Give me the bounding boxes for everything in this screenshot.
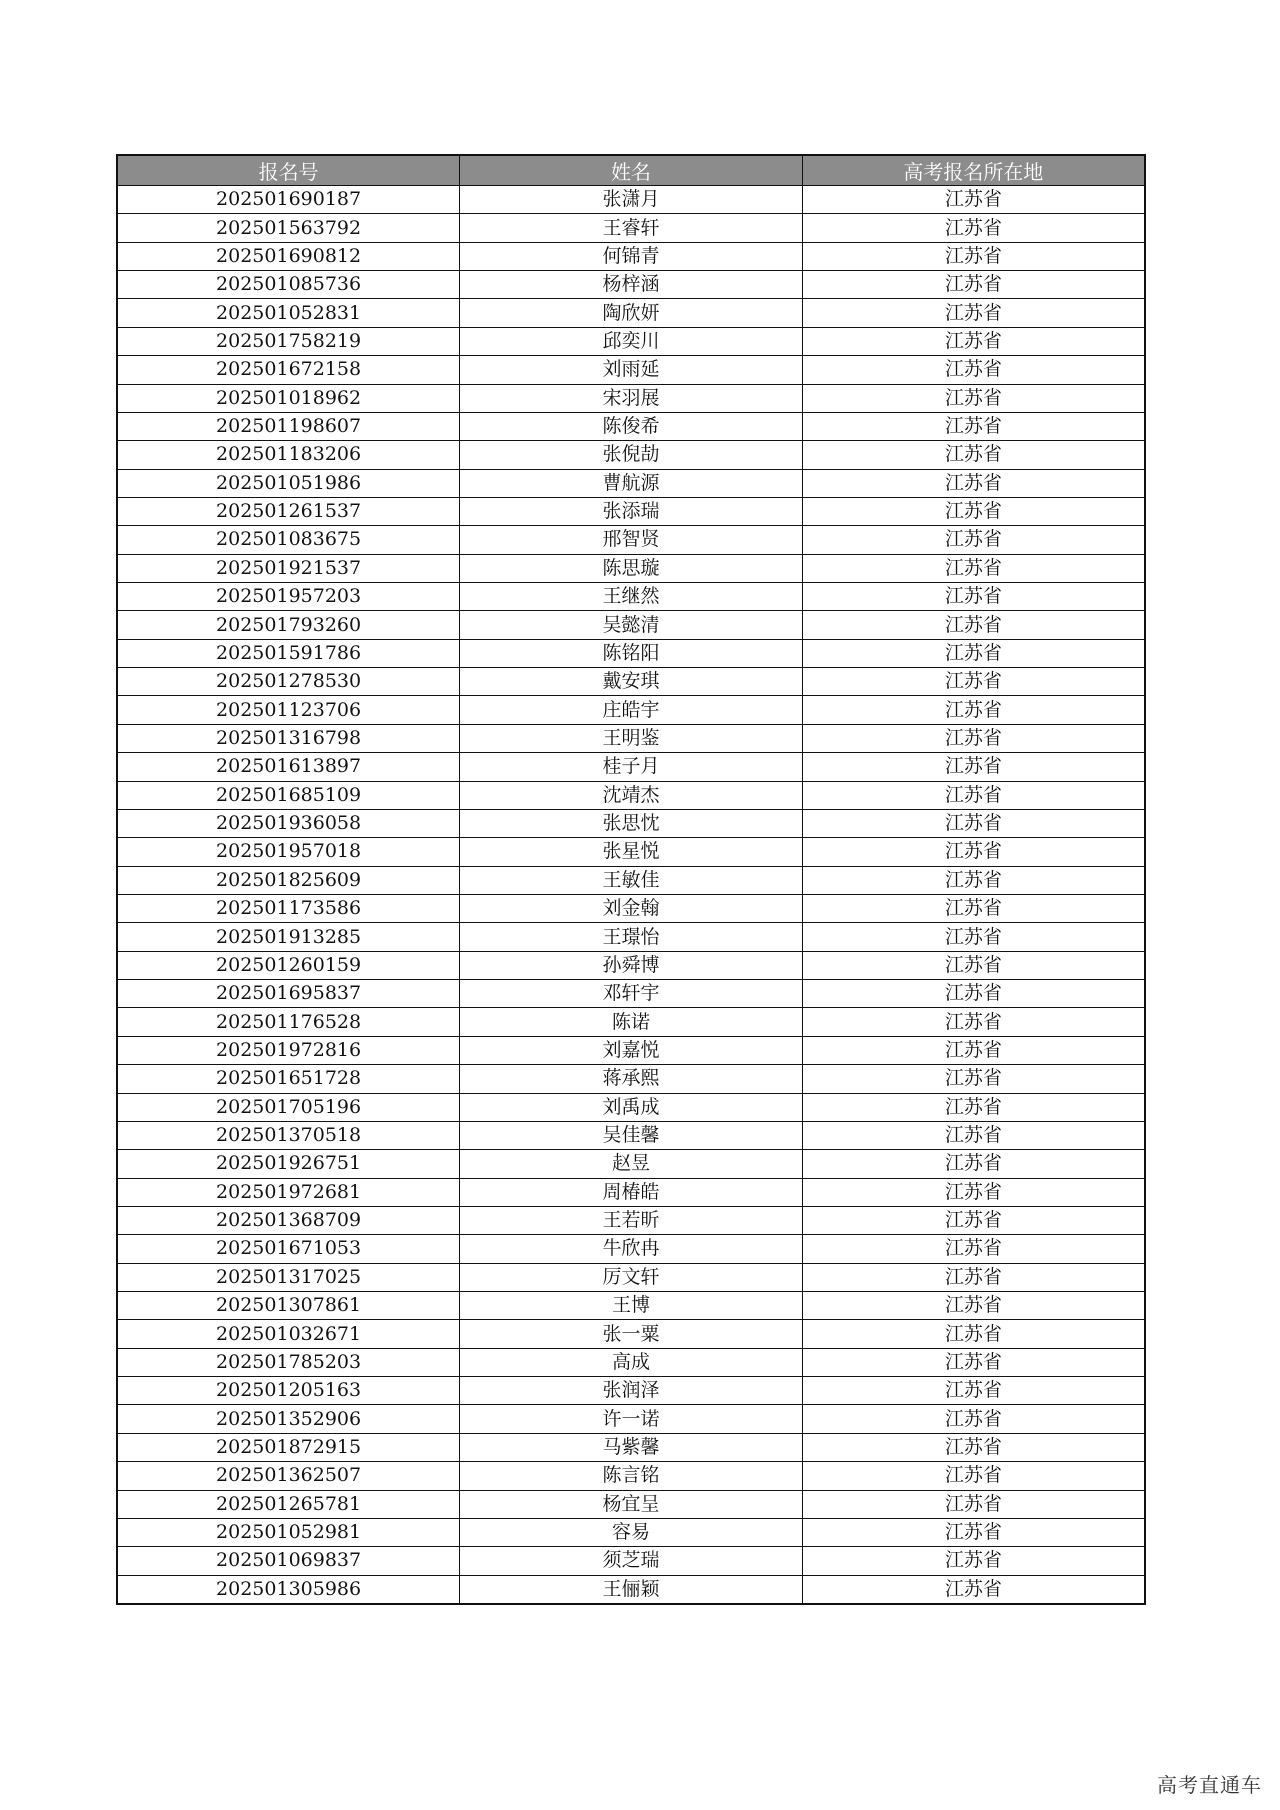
cell-name: 邢智贤 (460, 526, 803, 554)
cell-registration-number: 202501173586 (117, 894, 460, 922)
table-row (117, 526, 1145, 554)
table-row (117, 271, 1145, 299)
table-row (117, 1235, 1145, 1263)
cell-name: 庄皓宇 (460, 696, 803, 724)
table-row (117, 1065, 1145, 1093)
table-row (117, 186, 1145, 214)
cell-registration-number: 202501690187 (117, 186, 460, 214)
cell-registration-number: 202501705196 (117, 1093, 460, 1121)
cell-registration-number: 202501198607 (117, 412, 460, 440)
cell-registration-number: 202501052831 (117, 299, 460, 327)
cell-registration-location: 江苏省 (802, 1575, 1145, 1604)
cell-name: 高成 (460, 1348, 803, 1376)
cell-name: 张倪劼 (460, 441, 803, 469)
cell-registration-number: 202501793260 (117, 611, 460, 639)
cell-registration-location: 江苏省 (802, 1518, 1145, 1546)
cell-registration-number: 202501069837 (117, 1547, 460, 1575)
cell-registration-location: 江苏省 (802, 1292, 1145, 1320)
cell-registration-number: 202501690812 (117, 242, 460, 270)
table-row (117, 611, 1145, 639)
cell-registration-location: 江苏省 (802, 1036, 1145, 1064)
header-name: 姓名 (460, 155, 803, 186)
cell-registration-number: 202501370518 (117, 1121, 460, 1149)
table-row (117, 1150, 1145, 1178)
cell-name: 厉文轩 (460, 1263, 803, 1291)
cell-registration-location: 江苏省 (802, 696, 1145, 724)
table-row (117, 1292, 1145, 1320)
cell-registration-location: 江苏省 (802, 809, 1145, 837)
cell-name: 邱奕川 (460, 327, 803, 355)
cell-registration-number: 202501085736 (117, 271, 460, 299)
cell-name: 王博 (460, 1292, 803, 1320)
cell-registration-number: 202501183206 (117, 441, 460, 469)
cell-registration-location: 江苏省 (802, 1348, 1145, 1376)
cell-registration-number: 202501265781 (117, 1490, 460, 1518)
table-row (117, 1433, 1145, 1461)
cell-name: 王敏佳 (460, 866, 803, 894)
cell-name: 张一粟 (460, 1320, 803, 1348)
cell-registration-location: 江苏省 (802, 1405, 1145, 1433)
cell-registration-location: 江苏省 (802, 611, 1145, 639)
table-row (117, 1377, 1145, 1405)
table-row (117, 242, 1145, 270)
table-row (117, 894, 1145, 922)
table-row (117, 923, 1145, 951)
cell-registration-number: 202501825609 (117, 866, 460, 894)
cell-registration-number: 202501758219 (117, 327, 460, 355)
cell-registration-number: 202501018962 (117, 384, 460, 412)
cell-name: 戴安琪 (460, 668, 803, 696)
table-row (117, 356, 1145, 384)
table-row (117, 1547, 1145, 1575)
cell-name: 赵昱 (460, 1150, 803, 1178)
cell-registration-location: 江苏省 (802, 1235, 1145, 1263)
cell-registration-location: 江苏省 (802, 639, 1145, 667)
table-row (117, 327, 1145, 355)
table-row (117, 1121, 1145, 1149)
cell-registration-number: 202501872915 (117, 1433, 460, 1461)
cell-registration-number: 202501316798 (117, 724, 460, 752)
cell-name: 陈俊希 (460, 412, 803, 440)
cell-name: 蒋承熙 (460, 1065, 803, 1093)
cell-registration-number: 202501278530 (117, 668, 460, 696)
cell-registration-location: 江苏省 (802, 214, 1145, 242)
cell-name: 王若昕 (460, 1206, 803, 1234)
cell-name: 张星悦 (460, 838, 803, 866)
table-row (117, 668, 1145, 696)
cell-name: 曹航源 (460, 469, 803, 497)
cell-registration-location: 江苏省 (802, 1490, 1145, 1518)
cell-registration-location: 江苏省 (802, 1178, 1145, 1206)
table-row (117, 554, 1145, 582)
cell-name: 许一诺 (460, 1405, 803, 1433)
registration-table (116, 154, 1146, 1605)
cell-registration-location: 江苏省 (802, 412, 1145, 440)
cell-name: 张潇月 (460, 186, 803, 214)
cell-registration-location: 江苏省 (802, 951, 1145, 979)
cell-registration-number: 202501913285 (117, 923, 460, 951)
cell-registration-location: 江苏省 (802, 781, 1145, 809)
cell-registration-location: 江苏省 (802, 1263, 1145, 1291)
cell-registration-number: 202501957018 (117, 838, 460, 866)
cell-name: 陈铭阳 (460, 639, 803, 667)
cell-name: 王璟怡 (460, 923, 803, 951)
cell-registration-number: 202501785203 (117, 1348, 460, 1376)
cell-name: 刘金翰 (460, 894, 803, 922)
cell-registration-location: 江苏省 (802, 866, 1145, 894)
table-body (117, 186, 1145, 1604)
cell-name: 刘嘉悦 (460, 1036, 803, 1064)
table-row (117, 639, 1145, 667)
cell-registration-location: 江苏省 (802, 1093, 1145, 1121)
table-row (117, 838, 1145, 866)
cell-name: 何锦青 (460, 242, 803, 270)
cell-name: 陈言铭 (460, 1462, 803, 1490)
table-row (117, 384, 1145, 412)
cell-registration-location: 江苏省 (802, 299, 1145, 327)
header-row (117, 155, 1145, 186)
cell-name: 刘雨延 (460, 356, 803, 384)
cell-registration-number: 202501957203 (117, 583, 460, 611)
table-row (117, 1575, 1145, 1604)
cell-registration-location: 江苏省 (802, 441, 1145, 469)
cell-registration-number: 202501936058 (117, 809, 460, 837)
cell-registration-location: 江苏省 (802, 327, 1145, 355)
cell-registration-location: 江苏省 (802, 242, 1145, 270)
cell-name: 容易 (460, 1518, 803, 1546)
table-row (117, 441, 1145, 469)
header-registration-number: 报名号 (117, 155, 460, 186)
cell-name: 陈诺 (460, 1008, 803, 1036)
table-row (117, 781, 1145, 809)
cell-registration-number: 202501123706 (117, 696, 460, 724)
cell-registration-number: 202501307861 (117, 1292, 460, 1320)
table-row (117, 1490, 1145, 1518)
cell-name: 牛欣冉 (460, 1235, 803, 1263)
table-row (117, 412, 1145, 440)
cell-registration-location: 江苏省 (802, 1462, 1145, 1490)
cell-name: 吴佳馨 (460, 1121, 803, 1149)
table-row (117, 1093, 1145, 1121)
cell-name: 杨宜呈 (460, 1490, 803, 1518)
cell-name: 桂子月 (460, 753, 803, 781)
table-row (117, 583, 1145, 611)
cell-name: 王明鉴 (460, 724, 803, 752)
cell-registration-number: 202501176528 (117, 1008, 460, 1036)
cell-registration-location: 江苏省 (802, 1150, 1145, 1178)
table-row (117, 299, 1145, 327)
cell-registration-number: 202501083675 (117, 526, 460, 554)
table-row (117, 1206, 1145, 1234)
cell-registration-location: 江苏省 (802, 469, 1145, 497)
table-row (117, 809, 1145, 837)
cell-registration-location: 江苏省 (802, 356, 1145, 384)
cell-registration-number: 202501651728 (117, 1065, 460, 1093)
cell-name: 须芝瑞 (460, 1547, 803, 1575)
cell-registration-location: 江苏省 (802, 838, 1145, 866)
cell-name: 马紫馨 (460, 1433, 803, 1461)
cell-registration-location: 江苏省 (802, 526, 1145, 554)
cell-registration-number: 202501591786 (117, 639, 460, 667)
cell-registration-number: 202501671053 (117, 1235, 460, 1263)
cell-registration-location: 江苏省 (802, 668, 1145, 696)
cell-registration-number: 202501368709 (117, 1206, 460, 1234)
cell-registration-number: 202501695837 (117, 980, 460, 1008)
cell-registration-number: 202501260159 (117, 951, 460, 979)
cell-name: 宋羽展 (460, 384, 803, 412)
cell-name: 周椿皓 (460, 1178, 803, 1206)
cell-registration-location: 江苏省 (802, 1206, 1145, 1234)
cell-registration-number: 202501052981 (117, 1518, 460, 1546)
table-row (117, 1462, 1145, 1490)
cell-name: 杨梓涵 (460, 271, 803, 299)
cell-registration-number: 202501051986 (117, 469, 460, 497)
cell-name: 孙舜博 (460, 951, 803, 979)
cell-registration-location: 江苏省 (802, 753, 1145, 781)
table-row (117, 696, 1145, 724)
cell-registration-location: 江苏省 (802, 1008, 1145, 1036)
table-row (117, 866, 1145, 894)
cell-registration-number: 202501205163 (117, 1377, 460, 1405)
table-row (117, 1405, 1145, 1433)
cell-registration-number: 202501972681 (117, 1178, 460, 1206)
cell-name: 王继然 (460, 583, 803, 611)
cell-registration-location: 江苏省 (802, 1547, 1145, 1575)
cell-registration-location: 江苏省 (802, 271, 1145, 299)
table-row (117, 951, 1145, 979)
cell-name: 刘禹成 (460, 1093, 803, 1121)
table-row (117, 1320, 1145, 1348)
cell-registration-number: 202501972816 (117, 1036, 460, 1064)
cell-name: 张思忱 (460, 809, 803, 837)
cell-registration-location: 江苏省 (802, 186, 1145, 214)
table-row (117, 1518, 1145, 1546)
cell-registration-location: 江苏省 (802, 497, 1145, 525)
table-row (117, 1008, 1145, 1036)
cell-registration-location: 江苏省 (802, 980, 1145, 1008)
table-row (117, 724, 1145, 752)
cell-registration-location: 江苏省 (802, 384, 1145, 412)
table-row (117, 980, 1145, 1008)
cell-name: 王睿轩 (460, 214, 803, 242)
cell-registration-number: 202501926751 (117, 1150, 460, 1178)
cell-name: 陶欣妍 (460, 299, 803, 327)
header-registration-location: 高考报名所在地 (802, 155, 1145, 186)
cell-registration-number: 202501261537 (117, 497, 460, 525)
table-header (117, 155, 1145, 186)
table-row (117, 1178, 1145, 1206)
cell-registration-location: 江苏省 (802, 1065, 1145, 1093)
cell-registration-location: 江苏省 (802, 923, 1145, 951)
cell-registration-location: 江苏省 (802, 724, 1145, 752)
cell-name: 吴懿清 (460, 611, 803, 639)
cell-registration-number: 202501672158 (117, 356, 460, 384)
cell-name: 王俪颖 (460, 1575, 803, 1604)
cell-registration-number: 202501032671 (117, 1320, 460, 1348)
cell-registration-number: 202501362507 (117, 1462, 460, 1490)
table-row (117, 1263, 1145, 1291)
table-row (117, 214, 1145, 242)
cell-registration-number: 202501921537 (117, 554, 460, 582)
table-row (117, 469, 1145, 497)
cell-registration-location: 江苏省 (802, 1433, 1145, 1461)
cell-name: 张润泽 (460, 1377, 803, 1405)
cell-name: 沈靖杰 (460, 781, 803, 809)
cell-registration-number: 202501317025 (117, 1263, 460, 1291)
cell-registration-number: 202501305986 (117, 1575, 460, 1604)
cell-registration-number: 202501613897 (117, 753, 460, 781)
cell-registration-location: 江苏省 (802, 1121, 1145, 1149)
table-row (117, 1036, 1145, 1064)
table-row (117, 1348, 1145, 1376)
table-row (117, 497, 1145, 525)
cell-name: 陈思璇 (460, 554, 803, 582)
cell-name: 邓轩宇 (460, 980, 803, 1008)
cell-registration-number: 202501563792 (117, 214, 460, 242)
cell-registration-location: 江苏省 (802, 554, 1145, 582)
watermark-text: 高考直通车 (1157, 1773, 1262, 1797)
cell-registration-location: 江苏省 (802, 1320, 1145, 1348)
cell-name: 张添瑞 (460, 497, 803, 525)
cell-registration-number: 202501352906 (117, 1405, 460, 1433)
table-row (117, 753, 1145, 781)
cell-registration-location: 江苏省 (802, 583, 1145, 611)
cell-registration-location: 江苏省 (802, 1377, 1145, 1405)
cell-registration-location: 江苏省 (802, 894, 1145, 922)
cell-registration-number: 202501685109 (117, 781, 460, 809)
